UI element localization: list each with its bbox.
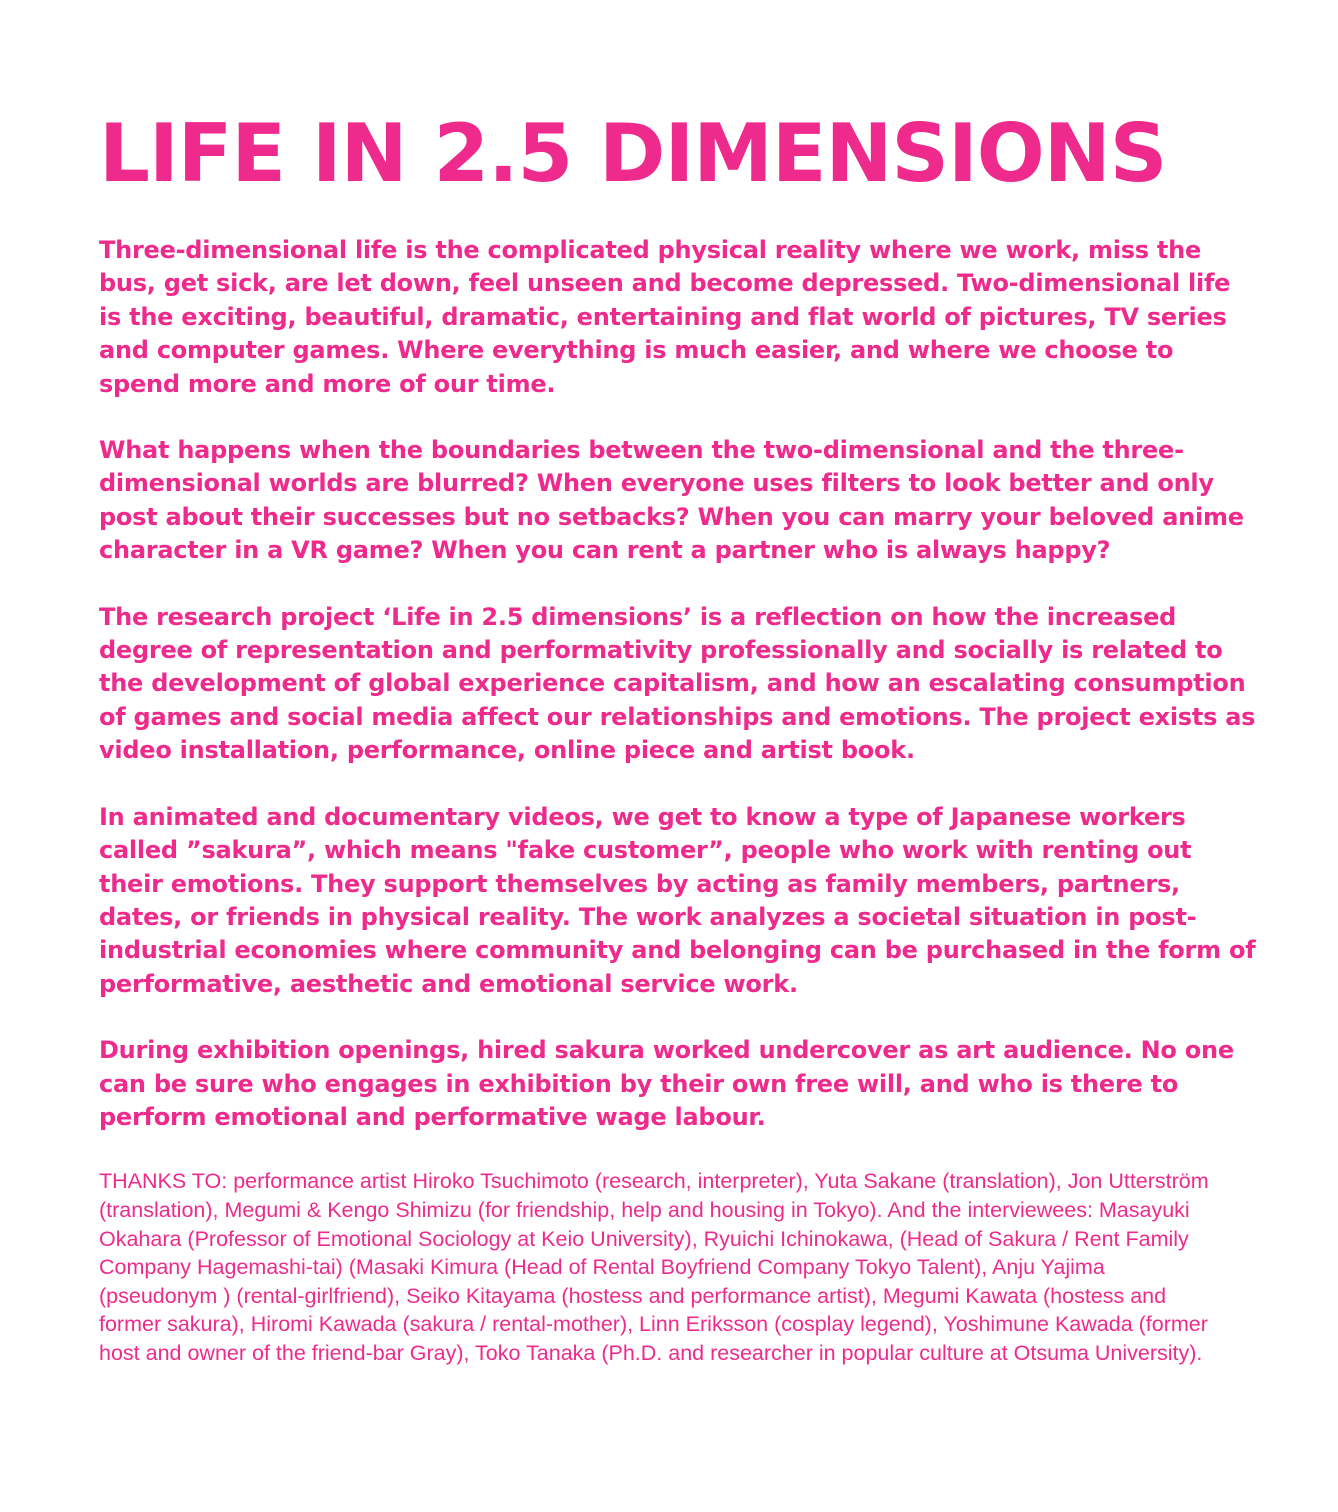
paragraph-sakura-videos: In animated and documentary videos, we get to know a type of Japanese workers called ”sakura”, which means "fake customer”, people who work with renting out their emotions. They support themselves by acting as family members, partners, dates, or friends in physical reality. The work analyzes a societal situation in post-industrial economies where community and belonging can be purchased in the form of performative, aesthetic and emotional service work.: [99, 802, 1256, 998]
page-title: LIFE IN 2.5 DIMENSIONS: [99, 107, 1167, 200]
paragraph-intro: Three-dimensional life is the complicated physical reality where we work, miss the bus, get sick, are let down, feel unseen and become depressed. Two-dimensional life is the exciting, beautiful, dramatic, entertaining and flat world of pictures, TV series and computer games. Where everything is much easier, and where we choose to spend more and more of our time.: [99, 236, 1231, 398]
paragraph-research-project: The research project ‘Life in 2.5 dimensions’ is a reflection on how the increased degree of representation and performativity professionally and socially is related to the development of global experience capitalism, and how an escalating consumption of games and social media affect our relationships and emotions. The project exists as video installation, performance, online piece and artist book.: [99, 602, 1256, 765]
thanks-credits: THANKS TO: performance artist Hiroko Tsuchimoto (research, interpreter), Yuta Sakane (translation), Jon Utterström (translation), Megumi & Kengo Shimizu (for friendship, help and housing in Tokyo). And the interviewees: Masayuki Okahara (Professor of Emotional Sociology at Keio University), Ryuichi Ichinokawa, (Head of Sakura / Rent Family Company Hagemashi-tai) (Masaki Kimura (Head of Rental Boyfriend Company Tokyo Talent), Anju Yajima (pseudonym ) (rental-girlfriend), Seiko Kitayama (hostess and performance artist), Megumi Kawata (hostess and former sakura), Hiromi Kawada (sakura / rental-mother), Linn Eriksson (cosplay legend), Yoshimune Kawada (former host and owner of the friend-bar Gray), Toko Tanaka (Ph.D. and researcher in popular culture at Otsuma University).: [99, 1169, 1209, 1365]
paragraph-exhibition-openings: During exhibition openings, hired sakura worked undercover as art audience. No one can be sure who engages in exhibition by their own free will, and who is there to perform emotional and performative wage labour.: [99, 1036, 1234, 1131]
document-page: [99, 0, 1259, 1368]
body-text: [99, 234, 1259, 1134]
paragraph-questions: What happens when the boundaries between the two-dimensional and the three-dimensional worlds are blurred? When everyone uses filters to look better and only post about their successes but no setbacks? When you can marry your beloved anime character in a VR game? When you can rent a partner who is always happy?: [99, 436, 1244, 565]
